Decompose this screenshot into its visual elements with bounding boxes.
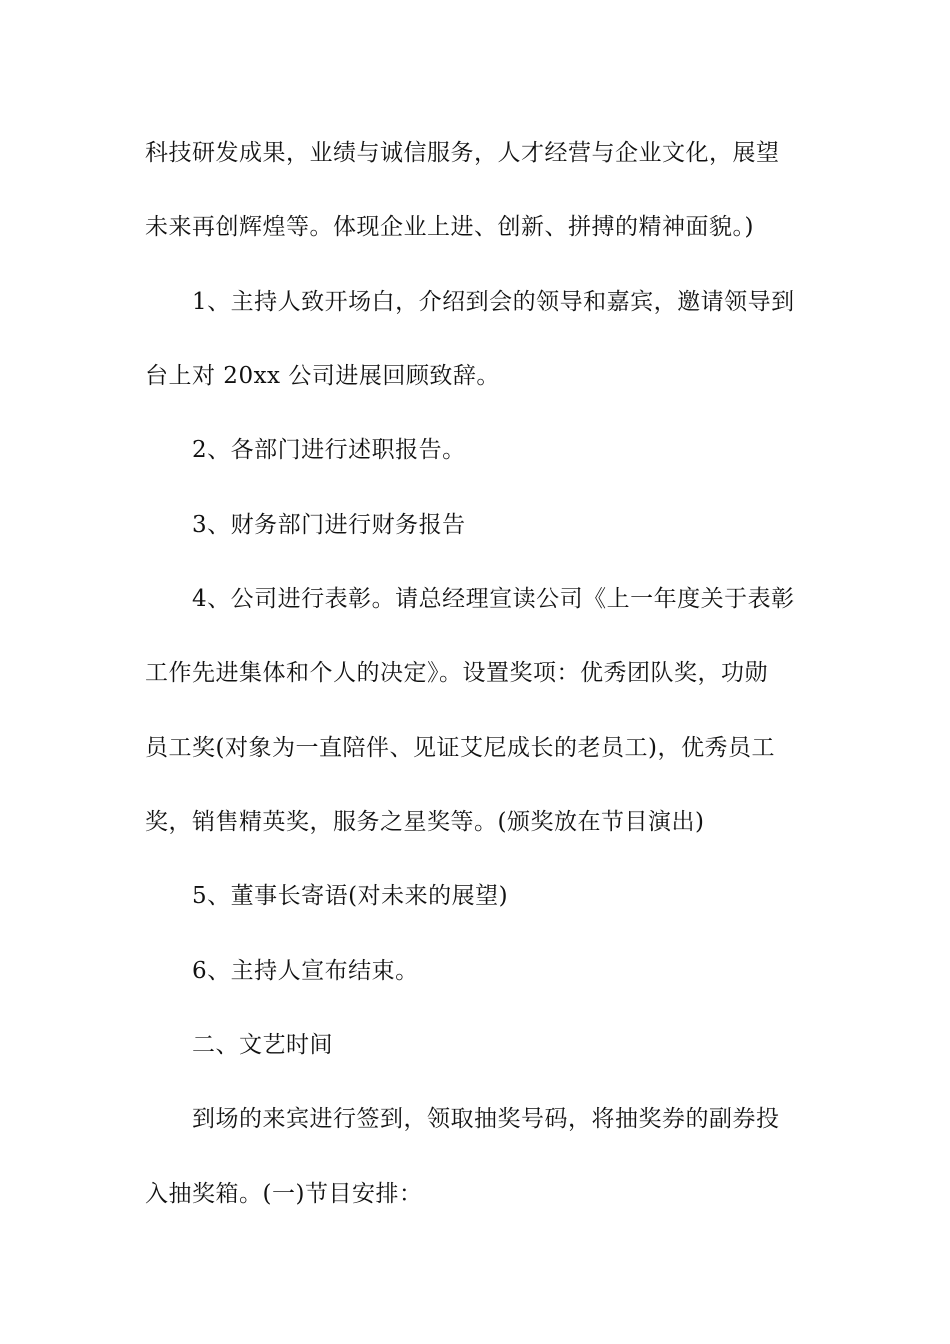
- paragraph-line: 台上对 20xx 公司进展回顾致辞。: [145, 363, 500, 389]
- paragraph-line: 4、公司进行表彰。请总经理宣读公司《上一年度关于表彰: [192, 586, 795, 612]
- paragraph-line: 6、主持人宣布结束。: [192, 958, 419, 984]
- paragraph-line: 2、各部门进行述职报告。: [192, 437, 466, 463]
- paragraph-line: 未来再创辉煌等。体现企业上进、创新、拼搏的精神面貌。): [145, 214, 754, 240]
- paragraph-line: 1、主持人致开场白，介绍到会的领导和嘉宾，邀请领导到: [192, 289, 795, 315]
- paragraph-line: 入抽奖箱。(一)节目安排：: [145, 1181, 423, 1207]
- section-heading: 二、文艺时间: [192, 1032, 333, 1058]
- paragraph-line: 奖，销售精英奖，服务之星奖等。(颁奖放在节目演出): [145, 809, 705, 835]
- paragraph-line: 员工奖(对象为一直陪伴、见证艾尼成长的老员工)，优秀员工: [145, 735, 775, 761]
- paragraph-line: 到场的来宾进行签到，领取抽奖号码，将抽奖券的副券投: [192, 1106, 780, 1132]
- paragraph-line: 3、财务部门进行财务报告: [192, 512, 466, 538]
- paragraph-line: 科技研发成果，业绩与诚信服务，人才经营与企业文化，展望: [145, 140, 780, 166]
- paragraph-line: 工作先进集体和个人的决定》。设置奖项：优秀团队奖，功勋: [145, 660, 768, 686]
- paragraph-line: 5、董事长寄语(对未来的展望): [192, 883, 509, 909]
